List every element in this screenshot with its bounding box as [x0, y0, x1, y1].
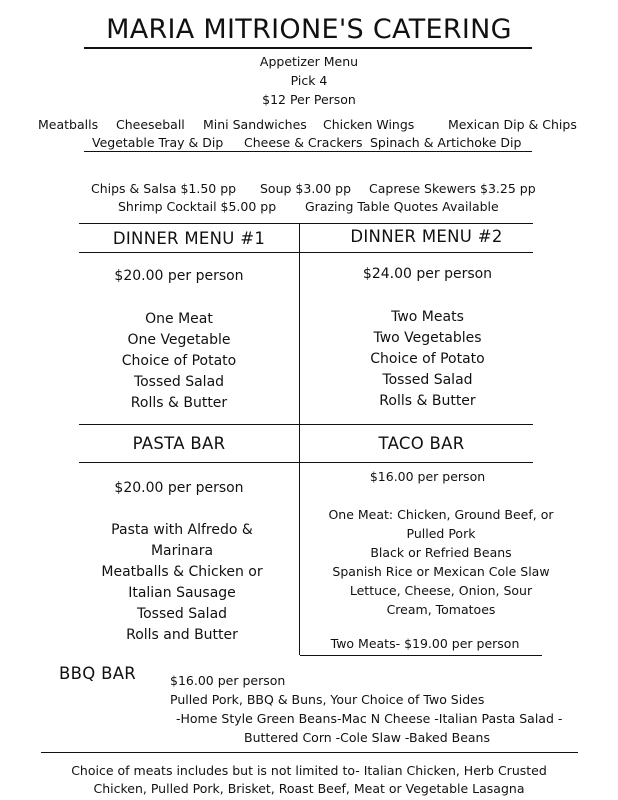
list-item: Tossed Salad — [136, 606, 228, 622]
list-item: Choice of Potato — [121, 353, 237, 369]
extra-item: Chips & Salsa $1.50 pp — [91, 181, 237, 196]
appetizer-pick: Pick 4 — [290, 73, 328, 88]
list-item: Marinara — [150, 543, 214, 559]
bbq-line: -Home Style Green Beans-Mac N Cheese -Italian Pasta Salad - — [176, 711, 563, 726]
extra-item: Grazing Table Quotes Available — [305, 199, 499, 214]
extra-item: Caprese Skewers $3.25 pp — [369, 181, 536, 196]
appetizer-item: Chicken Wings — [323, 117, 415, 132]
pasta-price: $20.00 per person — [114, 480, 244, 496]
list-item: Lettuce, Cheese, Onion, Sour — [349, 583, 533, 598]
appetizer-underline — [84, 151, 532, 152]
title-underline — [84, 47, 532, 49]
grid-line-dinner-heading — [79, 252, 533, 253]
bbq-price: $16.00 per person — [170, 673, 286, 688]
list-item: Tossed Salad — [133, 374, 225, 390]
list-item: Black or Refried Beans — [370, 545, 512, 560]
dinner2-price: $24.00 per person — [362, 266, 493, 282]
list-item: One Meat: Chicken, Ground Beef, or — [328, 507, 554, 522]
extra-item: Soup $3.00 pp — [260, 181, 352, 196]
bbq-line: Pulled Pork, BBQ & Buns, Your Choice of Two Sides — [170, 692, 485, 707]
list-item: Cream, Tomatoes — [386, 602, 496, 617]
bbq-divider — [41, 752, 578, 753]
list-item: Pasta with Alfredo & — [111, 522, 253, 538]
dinner1-heading: DINNER MENU #1 — [112, 229, 266, 248]
grid-line-top — [79, 223, 533, 224]
pasta-heading: PASTA BAR — [132, 434, 226, 453]
taco-items — [300, 505, 582, 619]
appetizer-item: Vegetable Tray & Dip — [92, 135, 224, 150]
list-item: Tossed Salad — [382, 372, 473, 388]
dinner1-price: $20.00 per person — [114, 268, 244, 284]
appetizer-item: Meatballs — [38, 117, 99, 132]
bbq-line: Buttered Corn -Cole Slaw -Baked Beans — [244, 730, 490, 745]
grid-line-mid — [79, 424, 533, 425]
list-item: Choice of Potato — [370, 351, 485, 367]
dinner2-heading: DINNER MENU #2 — [350, 227, 503, 246]
taco-two-meats: Two Meats- $19.00 per person — [330, 636, 520, 651]
appetizer-item: Mexican Dip & Chips — [448, 117, 577, 132]
appetizer-item: Cheeseball — [116, 117, 185, 132]
list-item: Two Vegetables — [373, 330, 482, 346]
list-item: Two Meats — [391, 309, 464, 325]
list-item: One Vegetable — [127, 332, 231, 348]
grid-line-bar-heading — [79, 462, 533, 463]
footer-line: Choice of meats includes but is not limited to- Italian Chicken, Herb Crusted — [71, 763, 547, 778]
list-item: Spanish Rice or Mexican Cole Slaw — [332, 564, 550, 579]
footer-line: Chicken, Pulled Pork, Brisket, Roast Beef, Meat or Vegetable Lasagna — [93, 781, 525, 796]
appetizer-item: Cheese & Crackers — [244, 135, 363, 150]
list-item: Pulled Pork — [406, 526, 476, 541]
list-item: Italian Sausage — [128, 585, 236, 601]
grid-line-bottom — [300, 655, 542, 656]
page-title: MARIA MITRIONE'S CATERING — [106, 14, 512, 45]
dinner2-items — [300, 307, 555, 412]
pasta-items — [70, 520, 294, 646]
taco-price: $16.00 per person — [369, 469, 486, 484]
list-item: One Meat — [145, 311, 213, 327]
appetizer-price: $12 Per Person — [262, 92, 356, 107]
appetizer-item: Mini Sandwiches — [203, 117, 307, 132]
extra-item: Shrimp Cocktail $5.00 pp — [118, 199, 277, 214]
list-item: Rolls & Butter — [379, 393, 476, 409]
taco-heading: TACO BAR — [378, 434, 465, 453]
dinner1-items — [79, 309, 279, 414]
appetizer-item: Spinach & Artichoke Dip — [370, 135, 522, 150]
list-item: Rolls & Butter — [130, 395, 228, 411]
bbq-heading: BBQ BAR — [59, 664, 137, 683]
list-item: Rolls and Butter — [126, 627, 238, 643]
appetizer-heading: Appetizer Menu — [259, 54, 359, 69]
list-item: Meatballs & Chicken or — [101, 564, 263, 580]
